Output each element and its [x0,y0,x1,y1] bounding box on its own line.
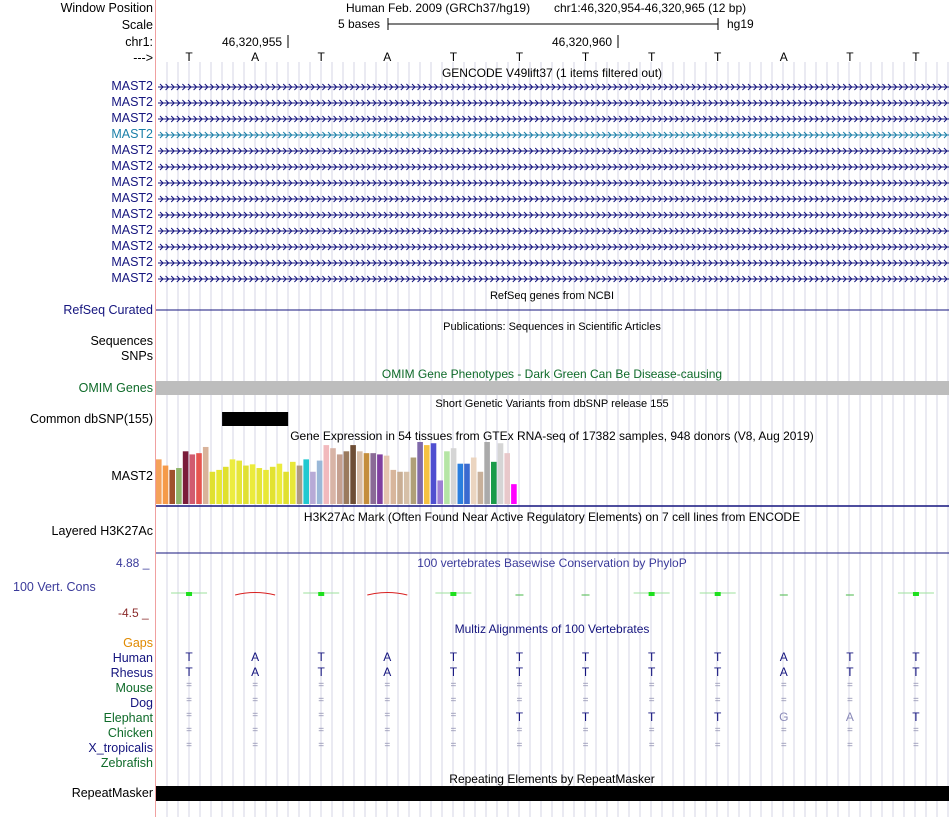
repeatmasker-track-label[interactable]: RepeatMasker [71,786,153,800]
multiz-base: = [582,725,589,736]
gtex-tissue-bar [290,462,296,504]
gtex-tissue-bar [458,464,464,504]
phylop-score-mark [450,592,456,596]
gtex-tissue-bar [484,442,490,504]
multiz-species-label[interactable]: Dog [130,696,153,710]
gtex-tissue-bar [156,459,162,504]
gencode-transcript-label[interactable]: MAST2 [111,191,153,205]
multiz-base: = [186,740,192,751]
gtex-tissue-bar [404,472,410,504]
gtex-tissue-bar [424,445,430,504]
phylop-min-label: -4.5 _ [118,606,149,620]
multiz-base: = [186,725,192,736]
strand-arrow-label: ---> [133,51,153,65]
gtex-tissue-bar [397,472,403,504]
multiz-base: T [912,710,920,724]
gencode-transcript-label[interactable]: MAST2 [111,127,153,141]
gtex-tissue-bar [310,472,316,504]
multiz-base: T [185,650,193,664]
gtex-tissue-bar [431,443,437,504]
gtex-tissue-bar [478,472,484,504]
gtex-tissue-bar [511,484,517,504]
multiz-base: = [582,740,589,751]
gtex-tissue-bar [216,470,222,504]
base-2: A [251,50,260,64]
refseq-track-label[interactable]: RefSeq Curated [63,303,153,317]
gtex-tissue-bar [223,467,229,504]
base-10: A [779,50,788,64]
gtex-tissue-bar [377,454,383,504]
multiz-base: = [252,740,259,751]
assembly-name: Human Feb. 2009 (GRCh37/hg19) [346,1,531,15]
multiz-base: T [515,665,524,679]
multiz-base: = [252,680,259,691]
multiz-base: T [581,710,590,724]
coord-label-left: 46,320,955 [222,35,283,49]
multiz-base: T [581,650,590,664]
phylop-track-label[interactable]: 100 Vert. Cons [13,580,96,594]
omim-track-label[interactable]: OMIM Genes [78,381,153,395]
gtex-tissue-bar [230,459,236,504]
multiz-base: T [912,665,920,679]
multiz-species-label[interactable]: Chicken [107,726,153,740]
multiz-base: = [648,740,655,751]
dbsnp-variant-block [222,412,288,426]
multiz-base: G [779,710,789,724]
multiz-track-title: Multiz Alignments of 100 Vertebrates [454,622,650,636]
multiz-base: T [647,650,656,664]
multiz-base: A [779,665,788,679]
multiz-base: = [648,725,655,736]
h3k27ac-track-title: H3K27Ac Mark (Often Found Near Active Regulatory Elements) on 7 cell lines from ENCODE [303,510,801,524]
multiz-base: = [780,680,787,691]
multiz-base: = [582,695,589,706]
phylop-max-label: 4.88 _ [116,556,150,570]
multiz-base: = [582,680,589,691]
multiz-base: A [779,650,788,664]
multiz-base: = [913,695,919,706]
window-position-label: Window Position [60,1,153,15]
multiz-base: T [714,710,722,724]
gtex-tissue-bar [169,470,175,504]
repeatmasker-track-title: Repeating Elements by RepeatMasker [449,772,655,786]
gtex-tissue-bar [357,451,363,504]
gtex-tissue-bar [176,468,182,504]
omim-gene-bar [156,381,949,395]
multiz-base: T [449,665,458,679]
multiz-base: = [318,680,325,691]
multiz-base: = [516,740,523,751]
gtex-tissue-bar [344,451,350,504]
gtex-tissue-bar [324,445,330,504]
gtex-tissue-bar [391,470,397,504]
multiz-base: = [780,725,787,736]
multiz-base: = [384,710,391,721]
gtex-tissue-bar [183,451,189,504]
multiz-base: = [384,725,391,736]
multiz-base: T [515,650,524,664]
phylop-score-mark [367,593,407,596]
gtex-tissue-bar [370,453,376,504]
multiz-base: = [846,695,853,706]
gencode-transcript-label[interactable]: MAST2 [111,111,153,125]
multiz-base: = [186,710,192,721]
gtex-track-title: Gene Expression in 54 tissues from GTEx RNA-seq of 17382 samples, 948 donors (V8, Aug 2019) [290,429,814,443]
dbsnp-track-title: Short Genetic Variants from dbSNP release 155 [435,398,669,410]
multiz-base: T [846,665,854,679]
base-7: T [581,50,590,64]
multiz-base: = [450,710,457,721]
coord-label-right: 46,320,960 [552,35,613,49]
phylop-score-mark [715,592,721,596]
multiz-base: T [317,650,325,664]
phylop-score-mark [318,592,324,596]
phylop-score-mark [235,593,275,596]
multiz-base: A [251,650,260,664]
multiz-base: = [384,680,391,691]
gencode-transcript-label[interactable]: MAST2 [111,175,153,189]
multiz-base: = [318,695,325,706]
gtex-tissue-bar [464,464,470,504]
gtex-tissue-bar [277,464,283,504]
base-8: T [647,50,656,64]
multiz-base: A [251,665,260,679]
base-11: T [846,50,854,64]
phylop-score-mark [913,592,919,596]
gencode-transcript-label[interactable]: MAST2 [111,255,153,269]
gtex-tissue-bar [163,466,169,504]
base-4: A [383,50,392,64]
publications-label-sequences[interactable]: Sequences [90,334,153,348]
multiz-base: = [714,680,721,691]
multiz-base: = [450,725,457,736]
gtex-tissue-bar [444,451,450,504]
base-3: T [317,50,325,64]
gtex-tissue-bar [250,464,256,504]
multiz-base: = [516,695,523,706]
multiz-base: = [648,695,655,706]
multiz-base: T [912,650,920,664]
multiz-base: = [450,695,457,706]
multiz-base: = [846,680,853,691]
multiz-base: = [252,710,259,721]
dbsnp-track-label[interactable]: Common dbSNP(155) [30,412,153,426]
gencode-track-title: GENCODE V49lift37 (1 items filtered out) [441,66,663,80]
gencode-transcript-label[interactable]: MAST2 [111,239,153,253]
h3k27ac-track-label[interactable]: Layered H3K27Ac [51,524,153,538]
gtex-tissue-bar [283,472,289,504]
gtex-tissue-bar [417,442,423,504]
gencode-transcript-label[interactable]: MAST2 [111,95,153,109]
multiz-base: = [450,680,457,691]
multiz-species-label[interactable]: Rhesus [110,666,153,680]
gtex-tissue-bar [317,461,323,504]
gtex-tissue-bar [504,453,510,504]
multiz-base: T [515,710,524,724]
multiz-base: = [714,695,721,706]
scale-label: Scale [121,18,153,32]
multiz-base: = [318,725,325,736]
multiz-base: T [647,665,656,679]
multiz-species-label[interactable]: Human [112,651,153,665]
multiz-base: T [317,665,325,679]
position-range: chr1:46,320,954-46,320,965 (12 bp) [554,1,747,15]
multiz-base: = [913,680,919,691]
gencode-transcript-label[interactable]: MAST2 [111,207,153,221]
scale-bar-text: 5 bases [338,17,381,31]
gtex-tissue-bar [437,480,443,504]
gtex-tissue-bar [257,468,263,504]
gtex-tissue-bar [263,470,269,504]
phylop-score-mark [649,592,655,596]
gencode-transcript-label[interactable]: MAST2 [111,271,153,285]
base-6: T [515,50,524,64]
multiz-base: T [647,710,656,724]
multiz-base: = [913,725,919,736]
multiz-base: = [780,740,787,751]
gtex-tissue-bar [384,456,390,504]
multiz-base: = [714,725,721,736]
gtex-tissue-bar [411,458,417,505]
omim-track-title: OMIM Gene Phenotypes - Dark Green Can Be Disease-causing [381,367,723,381]
multiz-base: = [186,680,192,691]
multiz-base: = [846,740,853,751]
multiz-base: = [384,740,391,751]
gencode-transcript-label[interactable]: MAST2 [111,223,153,237]
chrom-label: chr1: [125,35,153,49]
multiz-base: = [648,680,655,691]
multiz-base: A [383,665,392,679]
multiz-base: = [780,695,787,706]
refseq-track-title: RefSeq genes from NCBI [489,290,615,302]
phylop-track-title: 100 vertebrates Basewise Conservation by PhyloP [417,556,687,570]
scale-db: hg19 [727,17,754,31]
multiz-base: = [384,695,391,706]
gencode-transcript-label[interactable]: MAST2 [111,143,153,157]
gtex-tissue-bar [210,472,216,504]
multiz-base: = [252,695,259,706]
multiz-base: T [714,650,722,664]
base-12: T [912,50,920,64]
gtex-tissue-bar [303,459,309,504]
gtex-tissue-bar [236,461,242,504]
base-9: T [714,50,722,64]
gtex-track-label[interactable]: MAST2 [111,469,153,483]
multiz-base: = [846,725,853,736]
multiz-base: T [581,665,590,679]
gtex-tissue-bar [190,454,196,504]
gencode-transcript-label[interactable]: MAST2 [111,159,153,173]
multiz-species-label[interactable]: Zebrafish [100,756,153,770]
publications-track-title: Publications: Sequences in Scientific Articles [443,321,661,333]
multiz-base: T [714,665,722,679]
multiz-base: T [449,650,458,664]
gtex-tissue-bar [337,454,343,504]
repeatmasker-element-bar [156,786,949,801]
multiz-base: A [845,710,854,724]
base-5: T [449,50,458,64]
multiz-species-label[interactable]: X_tropicalis [88,741,153,755]
multiz-species-label[interactable]: Elephant [103,711,153,725]
gtex-tissue-bar [451,448,457,504]
multiz-base: = [913,740,919,751]
gtex-tissue-bar [491,462,497,504]
gtex-tissue-bar [471,458,477,505]
multiz-base: = [714,740,721,751]
gtex-tissue-bar [203,447,209,504]
multiz-base: = [252,725,259,736]
multiz-base: = [450,740,457,751]
base-1: T [185,50,193,64]
gencode-transcript-label[interactable]: MAST2 [111,79,153,93]
gtex-tissue-bar [270,467,276,504]
multiz-base: = [516,680,523,691]
multiz-base: = [318,710,325,721]
multiz-base: = [516,725,523,736]
gtex-tissue-bar [364,453,370,504]
multiz-base: T [185,665,193,679]
multiz-base: T [846,650,854,664]
multiz-base: = [186,695,192,706]
gtex-tissue-bar [498,443,504,504]
multiz-species-label[interactable]: Mouse [115,681,153,695]
phylop-score-mark [186,592,192,596]
multiz-base: A [383,650,392,664]
multiz-base: = [318,740,325,751]
gtex-tissue-bar [330,448,336,504]
publications-label-snps[interactable]: SNPs [121,349,153,363]
gtex-tissue-bar [196,453,202,504]
gtex-tissue-bar [243,466,249,504]
multiz-gaps-label: Gaps [123,636,153,650]
gtex-tissue-bar [350,445,356,504]
gtex-tissue-bar [297,466,303,504]
